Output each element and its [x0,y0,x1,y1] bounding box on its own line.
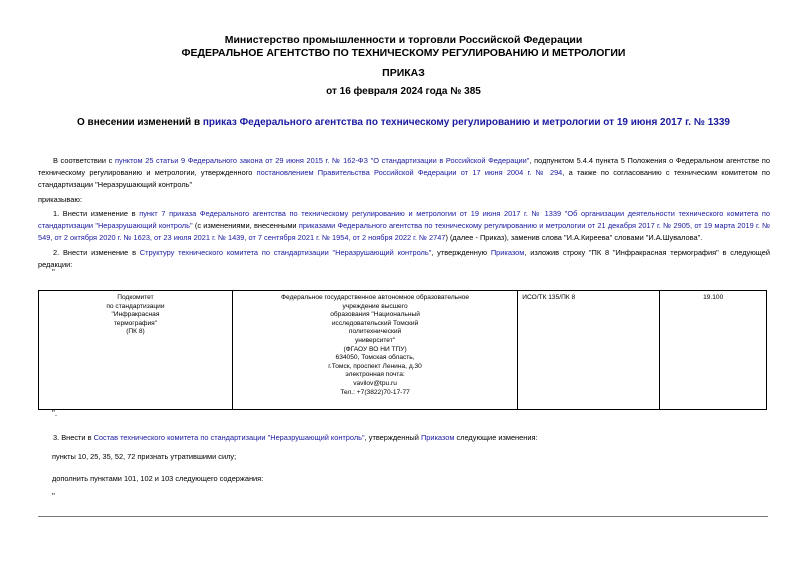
table-row [39,291,767,410]
cell-line: по стандартизации [106,302,165,310]
cell-line: учреждение высшего [342,302,408,310]
text-fragment: , подпунктом 5.4.4 пункта 5 Положения о Федеральном агентстве по техническому регулированию и метрологии, утвержденного [38,156,771,178]
text-fragment: ) (далее - Приказ), заменив слова "И.А.Киреева" словами "И.А.Шувалова". [445,233,703,243]
quote-open: " [52,268,55,277]
document-title [0,117,807,128]
cell-line: исследовательский Томский [331,319,419,327]
preamble-paragraph [38,155,770,192]
subcommittee-cell [39,291,233,410]
title-prefix: О внесении изменений в [77,117,203,128]
text-fragment: (с изменениями, внесенными [192,221,299,231]
cell-line: Подкомитет [117,294,154,301]
quote-open-2: " [52,492,55,501]
order-word: приказываю: [38,195,82,204]
text-fragment: В соответствии с [53,156,115,165]
document-date-number: от 16 февраля 2024 года № 385 [326,86,481,97]
text-fragment: 3. Внести в [53,433,94,442]
government-decree-link[interactable]: постановлением Правительства Российской Федерации от 17 июня 2004 г. № 294 [256,168,563,178]
item-2-paragraph [38,247,770,271]
cell-line: термография" [113,319,158,327]
oks-code-cell: 19.100 [660,291,767,410]
title-link[interactable]: приказ Федерального агентства по техническому регулированию и метрологии от 19 июня 2017 г. № 1339 [202,117,730,128]
cell-line: электронная почта: [345,371,405,379]
text-fragment: 2. Внести изменение в [53,248,140,257]
iso-committee-cell: ИСО/ТК 135/ПК 8 [518,291,660,410]
text-fragment: следующие изменения: [454,433,538,442]
cell-line: г.Томск, проспект Ленина, д.30 [328,362,422,370]
cell-line: Федеральное государственное автономное образовательное [281,294,470,301]
cell-line: университет" [355,336,396,344]
text-fragment: , утвержденную [431,248,491,257]
text-fragment: , изложив строку "ПК 8 "Инфракрасная термография" в следующей редакции: [38,248,771,270]
subcommittee-table [38,290,767,410]
text-fragment: , а также по согласованию с техническим комитетом по стандартизации "Неразрушающий контроль" [38,168,770,190]
amending-orders-link[interactable]: приказами Федерального агентства по техническому регулированию и метрологии от 21 декабря 2017 г. № 2905, от 19 марта 2019 г. № 549, от 2 октября 2020 г. № 1623, от 23 июля 2021 г. № 1439, от 7 сентября 2021 г. № 1954, от 2 ноября 2022 г. № 2747 [38,221,770,243]
cell-line: (ПК 8) [126,328,145,336]
cell-line: 634050, Томская область, [335,354,415,362]
committee-structure-link[interactable]: Структуру технического комитета по стандартизации "Неразрушающий контроль" [139,248,432,257]
document-type: ПРИКАЗ [382,67,425,79]
item-1-paragraph [38,208,770,245]
item-3-paragraph [38,432,770,444]
cell-line: vavilov@tpu.ru [353,379,397,387]
order-link[interactable]: Приказом [420,433,455,442]
quote-close: ". [52,409,58,418]
item-3-a: пункты 10, 25, 35, 52, 72 признать утратившими силу; [52,452,237,461]
text-fragment: 1. Внести изменение в [53,209,140,218]
order-link[interactable]: Приказом [490,248,525,257]
cell-line: (ФГАОУ ВО НИ ТПУ) [343,345,407,353]
federal-law-link[interactable]: пунктом 25 статьи 9 Федерального закона от 29 июня 2015 г. № 162-ФЗ "О стандартизации в Российской Федерации" [115,156,530,165]
committee-composition-link[interactable]: Состав технического комитета по стандартизации "Неразрушающий контроль" [93,433,365,442]
organization-cell [232,291,517,410]
cell-line: образования "Национальный [330,311,420,319]
agency-name: ФЕДЕРАЛЬНОЕ АГЕНТСТВО ПО ТЕХНИЧЕСКОМУ РЕГУЛИРОВАНИЮ И МЕТРОЛОГИИ [181,47,626,59]
order-clause-7-link[interactable]: пункт 7 приказа Федерального агентства по техническому регулированию и метрологии от 19 июня 2017 г. № 1339 "Об организации деятельности технического комитета по стандартизации "Неразрушающий контроль" [38,209,770,231]
cell-line: Тел.: +7(3822)70-17-77 [340,388,410,396]
cell-line: политехнический [348,328,402,336]
text-fragment: , утвержденный [364,433,421,442]
ministry-name: Министерство промышленности и торговли Российской Федерации [224,34,583,46]
divider [38,516,768,517]
item-3-b: дополнить пунктами 101, 102 и 103 следующего содержания: [52,474,264,483]
cell-line: "Инфракрасная [111,311,160,319]
